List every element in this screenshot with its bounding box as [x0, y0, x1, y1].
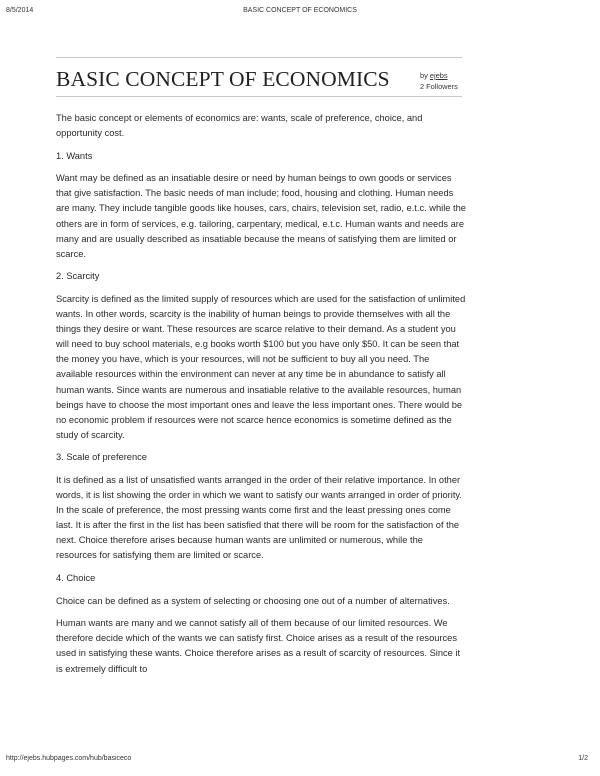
section-heading-scarcity: 2. Scarcity [56, 271, 100, 282]
intro-paragraph: The basic concept or elements of economics are: wants, scale of preference, choice, and opportunity cost. [56, 113, 423, 139]
top-divider [56, 57, 462, 58]
byline [420, 70, 458, 92]
section-heading-choice: 4. Choice [56, 573, 96, 584]
choice-paragraph: Human wants are many and we cannot satisfy all of them because of our limited resources. We therefore decide which of the wants we can satisfy first. Choice arises as a result of the resources used in satisfying these wants. Choice therefore arises as a result of scarcity of resources. Since it is extremely difficult to [56, 618, 461, 674]
followers-count: 2 Followers [420, 82, 458, 91]
page-url: http://ejebs.hubpages.com/hub/basiceco [6, 755, 132, 762]
section-heading-scale-of-preference: 3. Scale of preference [56, 452, 147, 463]
article-body [56, 111, 466, 684]
print-footer [6, 755, 594, 767]
section-heading-wants: 1. Wants [56, 150, 93, 161]
author-line [420, 70, 458, 81]
byline-prefix: by [420, 71, 428, 80]
scale-of-preference-paragraph: It is defined as a list of unsatisfied wants arranged in the order of their relative importance. In other words, it is list showing the order in which we want to satisfy our wants arranged in order of priority. In the scale of preference, the most pressing wants come first and the least pressing ones come last. It is after the first in the list has been satisfied that there will be room for the satisfaction of the next. Choice therefore arises because human wants are unlimited or numerous, while the resources for satisfying them are limited or scarce. [56, 474, 462, 561]
print-date: 8/5/2014 [6, 7, 34, 14]
wants-paragraph: Want may be defined as an insatiable desire or need by human beings to own goods or services that give satisfaction. The basic needs of man include; food, housing and clothing. Human needs are many. They include tangible goods like houses, cars, chairs, television set, radio, e.t.c. while the others are in form of services, e.g. tailoring, carpentary, medical, e.t.c. Human wants and needs are many and are usually described as insatiable because the means of satisfying them are limited or scarce. [56, 173, 466, 259]
page-number: 1/2 [578, 755, 588, 762]
choice-definition-paragraph: Choice can be defined as a system of selecting or choosing one out of a number of alternatives. [56, 595, 450, 606]
scarcity-paragraph: Scarcity is defined as the limited supply of resources which are used for the satisfaction of unlimited wants. In other words, scarcity is the inability of human beings to provide themselves with all the things they desire or want. These resources are scarce relative to their demand. As a student you will need to buy school materials, e.g books worth $100 but you have only $50. It can be seen that the money you have, which is your resources, will not be sufficient to buy all you need. The available resources within the environment can never at any time be in abundance to satisfy all human wants. Since wants are numerous and insatiable relative to the available resources, human beings have to choose the most important ones and leave the less important ones. There would be no economic problem if resources were not scarce hence economics is sometime defined as the study of scarcity. [56, 293, 466, 440]
title-divider [56, 96, 462, 97]
author-link[interactable]: ejebs [429, 71, 448, 80]
print-doc-title: BASIC CONCEPT OF ECONOMICS [243, 7, 357, 14]
print-header [6, 7, 594, 19]
article-title: BASIC CONCEPT OF ECONOMICS [56, 67, 390, 91]
